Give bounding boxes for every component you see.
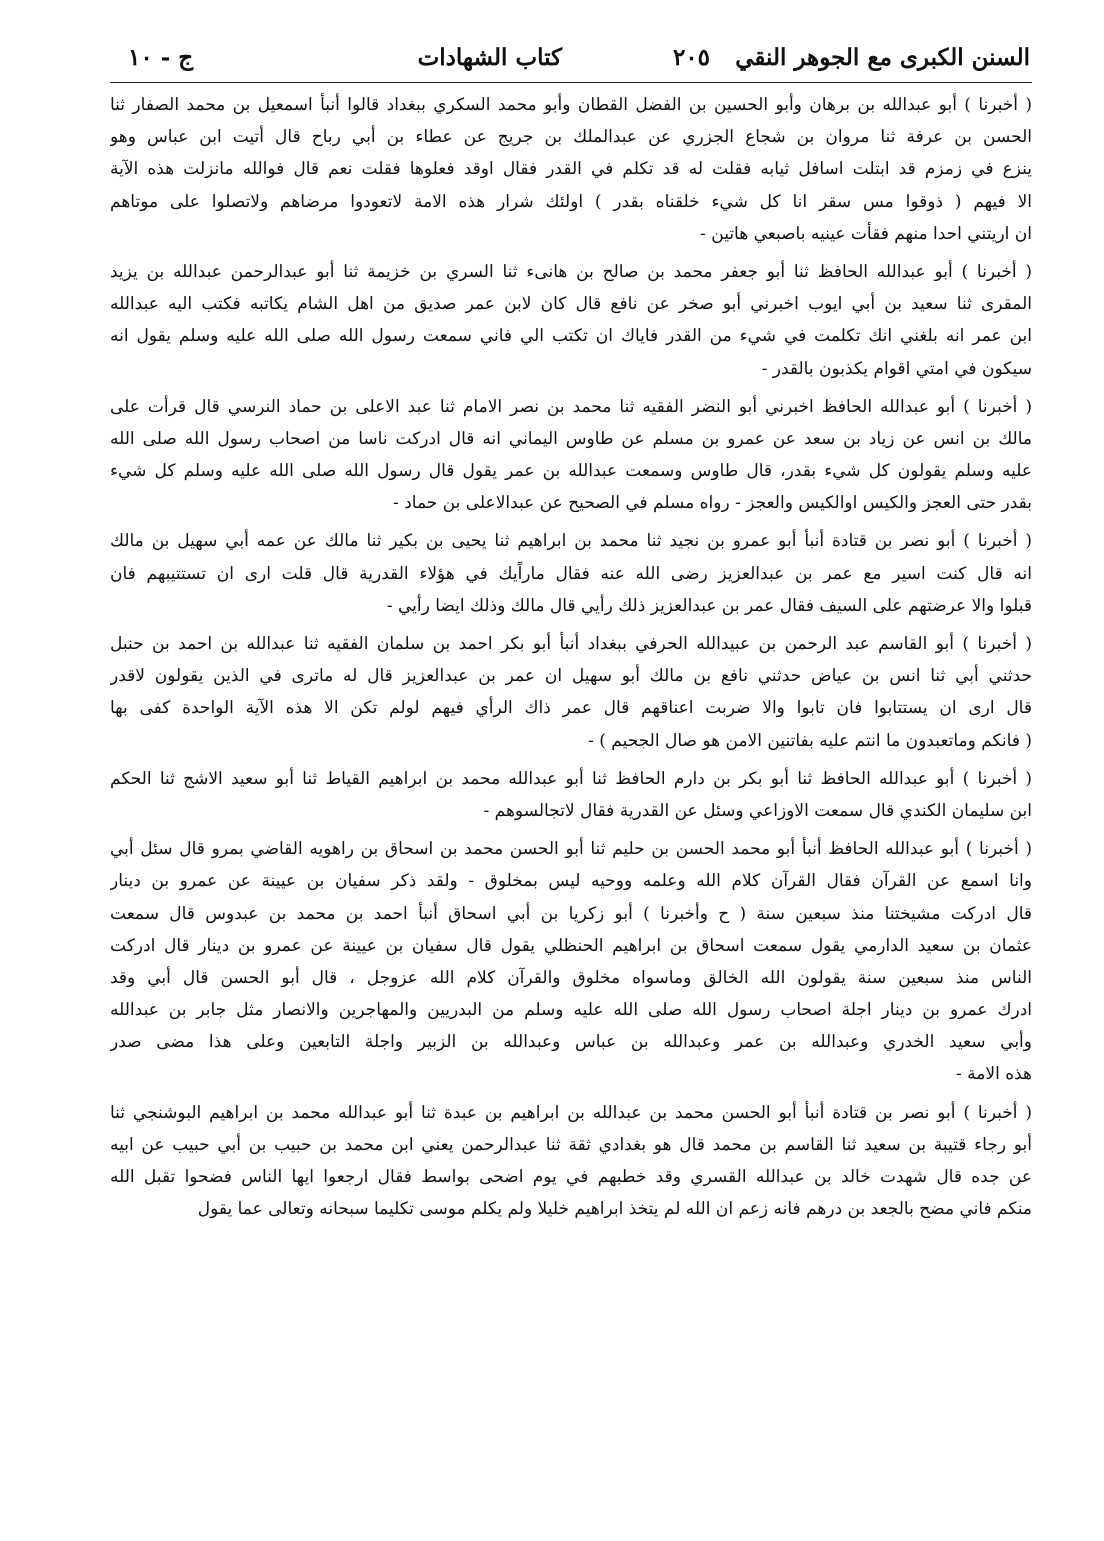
text-line: قال ادركت مشيختنا منذ سبعين سنة ( ح وأخبرنا ) أبو زكريا بن أبي اسحاق أنبأ احمد بن محمد بن عبدوس قال سمعت: [110, 903, 1032, 924]
paragraph: [110, 89, 1032, 250]
paragraph: [110, 833, 1032, 1091]
text-line: قبلوا والا عرضتهم على السيف فقال عمر بن عبدالعزيز ذلك رأيي قال مالك وذلك ايضا رأيي -: [386, 595, 1032, 616]
paragraph: [110, 628, 1032, 757]
text-line: ( فانكم وماتعبدون ما انتم عليه بفاتنين الامن هو صال الجحيم ) -: [588, 730, 1032, 751]
text-line: بقدر حتى العجز والكيس اوالكيس والعجز - رواه مسلم في الصحيح عن عبدالاعلى بن حماد -: [393, 493, 1032, 514]
text-line: ( أخبرنا ) أبو القاسم عبد الرحمن بن عبيدالله الحرفي ببغداد أنبأ أبو بكر احمد بن سلمان الفقيه ثنا عبدالله بن احمد بن حنبل: [110, 634, 1032, 654]
text-line: وانا اسمع عن القرآن فقال القرآن كلام الله وعلمه ووحيه ليس بمخلوق - ولقد ذكر سفيان بن عيينة عن عمرو بن دينار: [110, 871, 1032, 892]
page-header: [110, 38, 1032, 83]
paragraph: [110, 1097, 1032, 1226]
text-line: ينزع في زمزم قد ابتلت اسافل ثيابه فقلت له قد تكلم في القدر فقال اوقد فعلوها فقلت نعم قال فوالله مانزلت هذه الآية: [110, 159, 1032, 180]
text-line: منكم فاني مضح بالجعد بن درهم فانه زعم ان الله لم يتخذ ابراهيم خليلا ولم يكلم موسى تكليما سبحانه وتعالى عما يقول: [197, 1199, 1032, 1220]
text-line: وأبي سعيد الخدري وعبدالله بن عمر وعبدالله بن عباس وعبدالله بن الزبير واجلة التابعين وعلى هذا مضى صدر: [110, 1032, 1032, 1053]
text-line: سيكون في امتي اقوام يكذبون بالقدر -: [761, 358, 1032, 379]
text-line: ( أخبرنا ) أبو نصر بن قتادة أنبأ أبو عمرو بن نجيد ثنا محمد بن ابراهيم ثنا يحيى بن بكير ثنا مالك عن عمه أبي سهيل بن مالك: [110, 531, 1032, 552]
text-line: ( أخبرنا ) أبو عبدالله الحافظ ثنا أبو جعفر محمد بن صالح بن هانىء ثنا السري بن خزيمة ثنا أبو عبدالرحمن عبدالله بن يزيد: [110, 261, 1032, 282]
book-title: السنن الكبرى مع الجوهر النقي: [735, 44, 1030, 71]
text-line: ان اريتني احدا منهم فقأت عينيه باصبعي هاتين -: [700, 223, 1032, 244]
paragraph: [110, 391, 1032, 520]
text-line: ( أخبرنا ) أبو عبدالله الحافظ ثنا أبو بكر بن دارم الحافظ ثنا أبو عبدالله محمد بن ابراهيم القياط ثنا أبو سعيد الاشج ثنا الحكم: [110, 768, 1032, 789]
paragraph: [110, 525, 1032, 622]
text-line: ( أخبرنا ) أبو نصر بن قتادة أنبأ أبو الحسن محمد بن عبدالله بن ابراهيم بن عبدة ثنا أبو عبدالله محمد بن ابراهيم البوشنجي ثنا: [110, 1102, 1032, 1123]
text-line: ( أخبرنا ) أبو عبدالله الحافظ أنبأ أبو محمد الحسن بن حليم ثنا أبو الحسن محمد بن اسحاق بن راهويه القاضي بمرو قال سئل أبي: [110, 839, 1032, 860]
text-line: الا فيهم ( ذوقوا مس سقر انا كل شيء خلقناه بقدر ) اولئك شرار هذه الامة لاتعودوا مرضاهم ولاتصلوا على موتاهم: [110, 191, 1032, 212]
page-number: ٢٠٥: [672, 44, 710, 71]
text-line: ادرك عمرو بن دينار اجلة اصحاب رسول الله صلى الله عليه وسلم من البدريين والمهاجرين والانصار مثل جابر بن عبدالله: [110, 1000, 1032, 1021]
body-text: [110, 89, 1032, 1225]
text-line: ابن سليمان الكندي قال سمعت الاوزاعي وسئل عن القدرية فقال لاتجالسوهم -: [483, 800, 1032, 821]
text-line: انه قال كنت اسير مع عمر بن عبدالعزيز رضى الله عنه فقال ماراًيك في هؤلاء القدرية قال قلت ارى ان تستتيبهم فان: [110, 563, 1032, 584]
text-line: هذه الامة -: [956, 1064, 1032, 1085]
text-line: عليه وسلم يقولون كل شيء بقدر، قال طاوس وسمعت عبدالله بن عمر يقول قال رسول الله صلى الله عليه وسلم كل شيء: [110, 461, 1032, 482]
text-line: عثمان بن سعيد الدارمي يقول سمعت اسحاق بن ابراهيم الحنظلي يقول قال سفيان بن عيينة عن عمرو بن دينار قال ادركت: [110, 935, 1032, 956]
text-line: المقرى ثنا سعيد بن أبي ايوب اخبرني أبو صخر عن نافع قال كان لابن عمر صديق من اهل الشام يكاتبه فكتب اليه عبدالله: [110, 294, 1032, 315]
text-line: أبو رجاء قتيبة بن سعيد ثنا القاسم بن محمد قال هو بغدادي ثقة ثنا عبدالرحمن يعني ابن محمد بن حبيب بن أبي حبيب عن ابيه: [110, 1134, 1032, 1155]
document-page: [110, 38, 1032, 1231]
text-line: الحسن بن عرفة ثنا مروان بن شجاع الجزري عن عبدالملك بن جريج عن عطاء بن أبي رباح قال أتيت ابن عباس وهو: [110, 127, 1032, 148]
text-line: ( أخبرنا ) أبو عبدالله بن برهان وأبو الحسين بن الفضل القطان وأبو محمد السكري ببغداد قالوا أنبأ اسمعيل بن محمد الصفار ثنا: [110, 95, 1032, 115]
text-line: قال ارى ان يستتابوا فان تابوا والا ضربت اعناقهم قال عمر ذاك الرأي فيهم لولم تكن الا هذه الآية الواحدة كفى بها: [110, 698, 1032, 719]
text-line: ابن عمر انه بلغني انك تكلمت في شيء من القدر فاياك ان تكتب الي فاني سمعت رسول الله صلى الله عليه وسلم يقول انه: [110, 326, 1032, 347]
text-line: مالك بن انس عن زياد بن سعد عن عمرو بن مسلم عن طاوس اليماني انه قال ادركت ناسا من اصحاب رسول الله صلى الله: [110, 428, 1032, 449]
paragraph: [110, 763, 1032, 827]
text-line: ( أخبرنا ) أبو عبدالله الحافظ اخبرني أبو النضر الفقيه ثنا محمد بن نصر الامام ثنا عبد الاعلى بن حماد النرسي قال قرأت على: [110, 396, 1032, 417]
volume-number: ج - ١٠: [128, 44, 194, 71]
text-line: عن جده قال شهدت خالد بن عبدالله القسري وقد خطبهم في يوم اضحى بواسط فقال ارجعوا ايها الناس فضحوا تقبل الله: [110, 1167, 1032, 1187]
text-line: حدثني أبي ثنا انس بن عياض حدثني نافع بن مالك أبو سهيل ان عمر بن عبدالعزيز قال له ماترى في الذين يقولون لاقدر: [110, 666, 1032, 687]
text-line: الناس منذ سبعين سنة يقولون الله الخالق وماسواه مخلوق والقرآن كلام الله عزوجل ، قال أبو الحسن قال أبي وقد: [110, 967, 1032, 988]
chapter-title: كتاب الشهادات: [417, 44, 562, 71]
paragraph: [110, 256, 1032, 385]
